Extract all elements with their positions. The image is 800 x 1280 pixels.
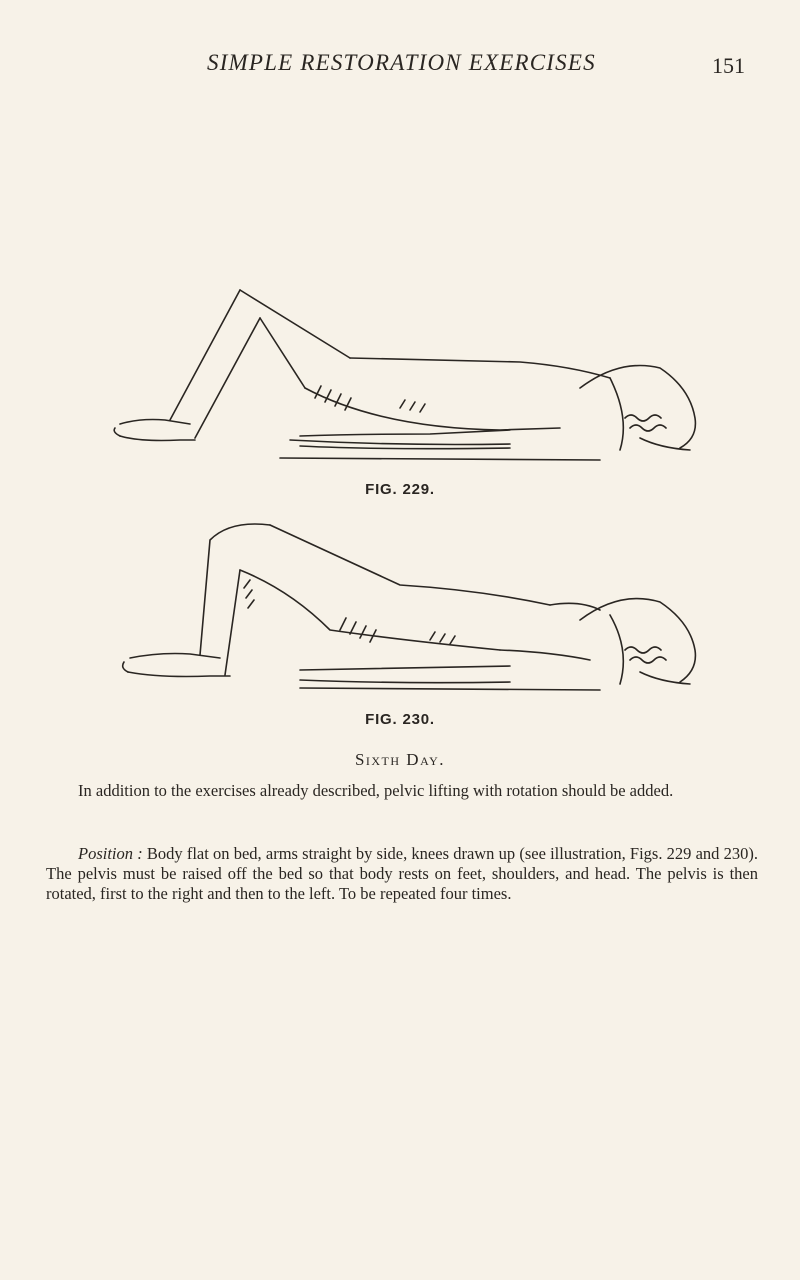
figure-229-drawing — [100, 278, 710, 468]
position-text: Body flat on bed, arms straight by side, knees drawn up (see illustration, Figs. 229 and 230). The pelvis must be raised off the bed so that body rests on feet, shoulders, and head. The pelvis is then rotated, first to the right and then to the left. To be repeated four times. — [46, 844, 758, 903]
running-head — [0, 50, 800, 90]
position-paragraph — [46, 844, 758, 904]
running-title: SIMPLE RESTORATION EXERCISES — [207, 50, 596, 75]
page-number: 151 — [712, 53, 745, 78]
intro-paragraph: In addition to the exercises already described, pelvic lifting with rotation should be added. — [78, 781, 674, 800]
figure-229-illustration — [100, 278, 710, 468]
figure-230-illustration — [100, 510, 710, 700]
section-heading: Sixth Day. — [354, 750, 446, 769]
figure-230-caption: FIG. 230. — [365, 711, 435, 728]
figure-230-drawing — [100, 510, 710, 700]
figure-229-caption: FIG. 229. — [365, 481, 435, 498]
position-label: Position : — [78, 844, 143, 863]
